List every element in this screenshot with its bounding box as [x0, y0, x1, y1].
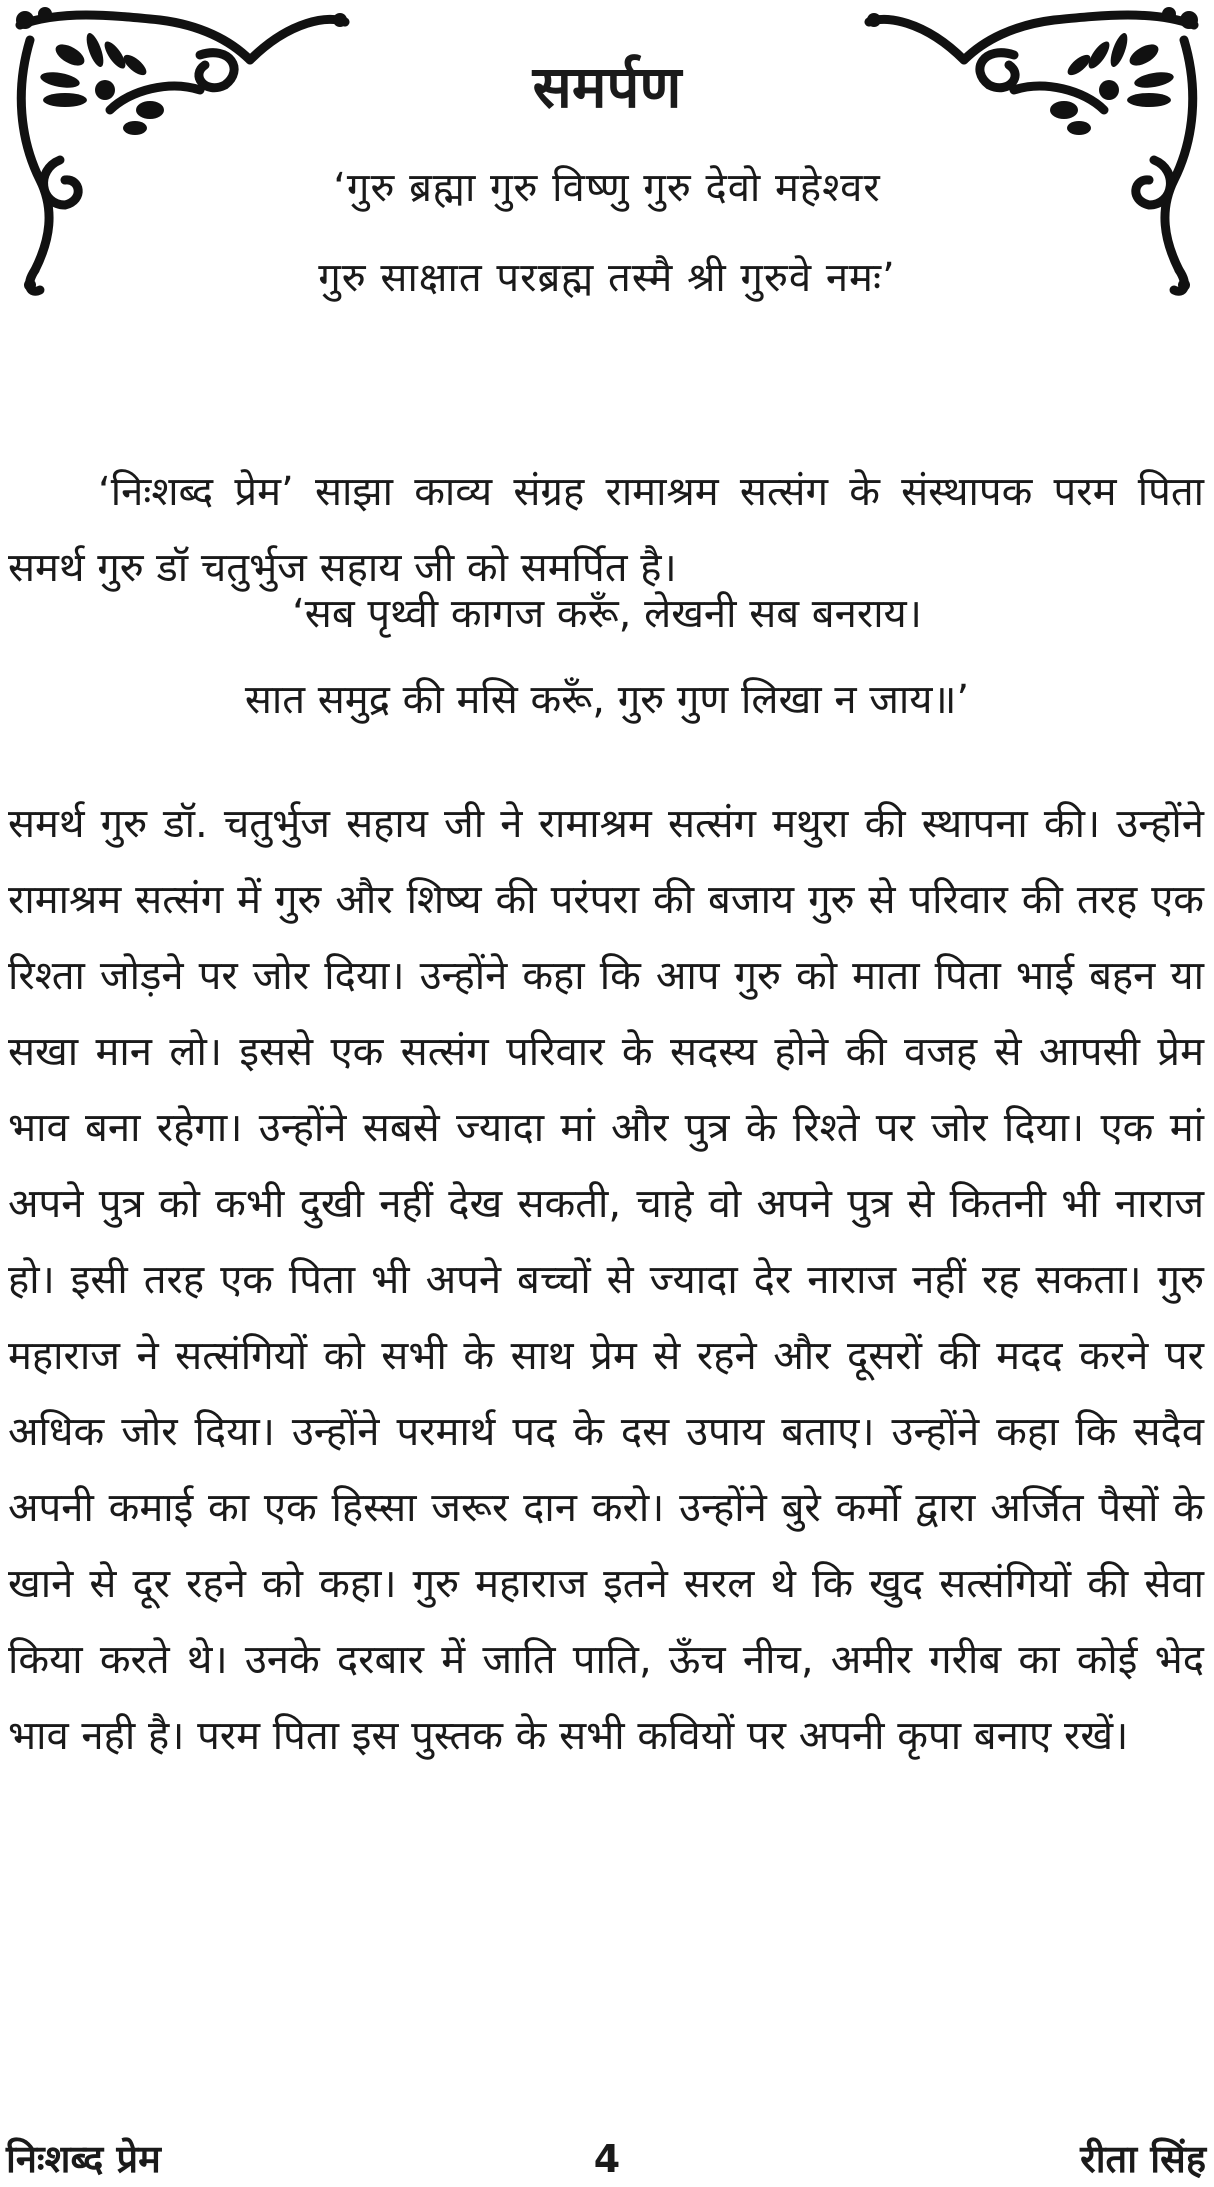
page-title: समर्पण — [532, 52, 682, 121]
doha-line-1: ‘सब पृथ्वी कागज करूँ, लेखनी सब बनराय। — [292, 591, 922, 637]
body-paragraph: समर्थ गुरु डॉ. चतुर्भुज सहाय जी ने रामाश्रम सत्संग मथुरा की स्थापना की। उन्होंने रामाश्रम सत्संग में गुरु और शिष्य की परंपरा की बजाय गुरु से परिवार की तरह एक रिश्ता जोड़ने पर जोर दिया। उन्होंने कहा कि आप गुरु को माता पिता भाई बहन या सखा मान लो। इससे एक सत्संग परिवार के सदस्य होने की वजह से आपसी प्रेम भाव बना रहेगा। उन्होंने सबसे ज्यादा मां और पुत्र के रिश्ते पर जोर दिया। एक मां अपने पुत्र को कभी दुखी नहीं देख सकती, चाहे वो अपने पुत्र से कितनी भी नाराज हो। इसी तरह एक पिता भी अपने बच्चों से ज्यादा देर नाराज नहीं रह सकता। गुरु महाराज ने सत्संगियों को सभी के साथ प्रेम से रहने और दूसरों की मदद करने पर अधिक जोर दिया। उन्होंने परमार्थ पद के दस उपाय बताए। उन्होंने कहा कि सदैव अपनी कमाई का एक हिस्सा जरूर दान करो। उन्होंने बुरे कर्मो द्वारा अर्जित पैसों के खाने से दूर रहने को कहा। गुरु महाराज इतने सरल थे कि खुद सत्संगियों की सेवा किया करते थे। उनके दरबार में जाति पाति, ऊँच नीच, अमीर गरीब का कोई भेद भाव नही है। परम पिता इस पुस्तक के सभी कवियों पर अपनी कृपा बनाए रखें। — [8, 801, 1204, 1759]
footer-author: रीता सिंह — [1080, 2137, 1206, 2181]
doha-line-2: सात समुद्र की मसि करूँ, गुरु गुण लिखा न जाय॥’ — [244, 677, 970, 723]
shloka-line-1: ‘गुरु ब्रह्मा गुरु विष्णु गुरु देवो महेश्वर — [333, 165, 881, 211]
shloka-line-2: गुरु साक्षात परब्रह्म तस्मै श्री गुरुवे नमः’ — [318, 255, 896, 301]
dedication-paragraph: ‘निःशब्द प्रेम’ साझा काव्य संग्रह रामाश्रम सत्संग के संस्थापक परम पिता समर्थ गुरु डॉ चतुर्भुज सहाय जी को समर्पित है। — [8, 469, 1204, 591]
footer-book-title: निःशब्द प्रेम — [6, 2137, 161, 2181]
page-footer — [0, 2134, 1214, 2184]
footer-page-number: 4 — [593, 2137, 621, 2181]
